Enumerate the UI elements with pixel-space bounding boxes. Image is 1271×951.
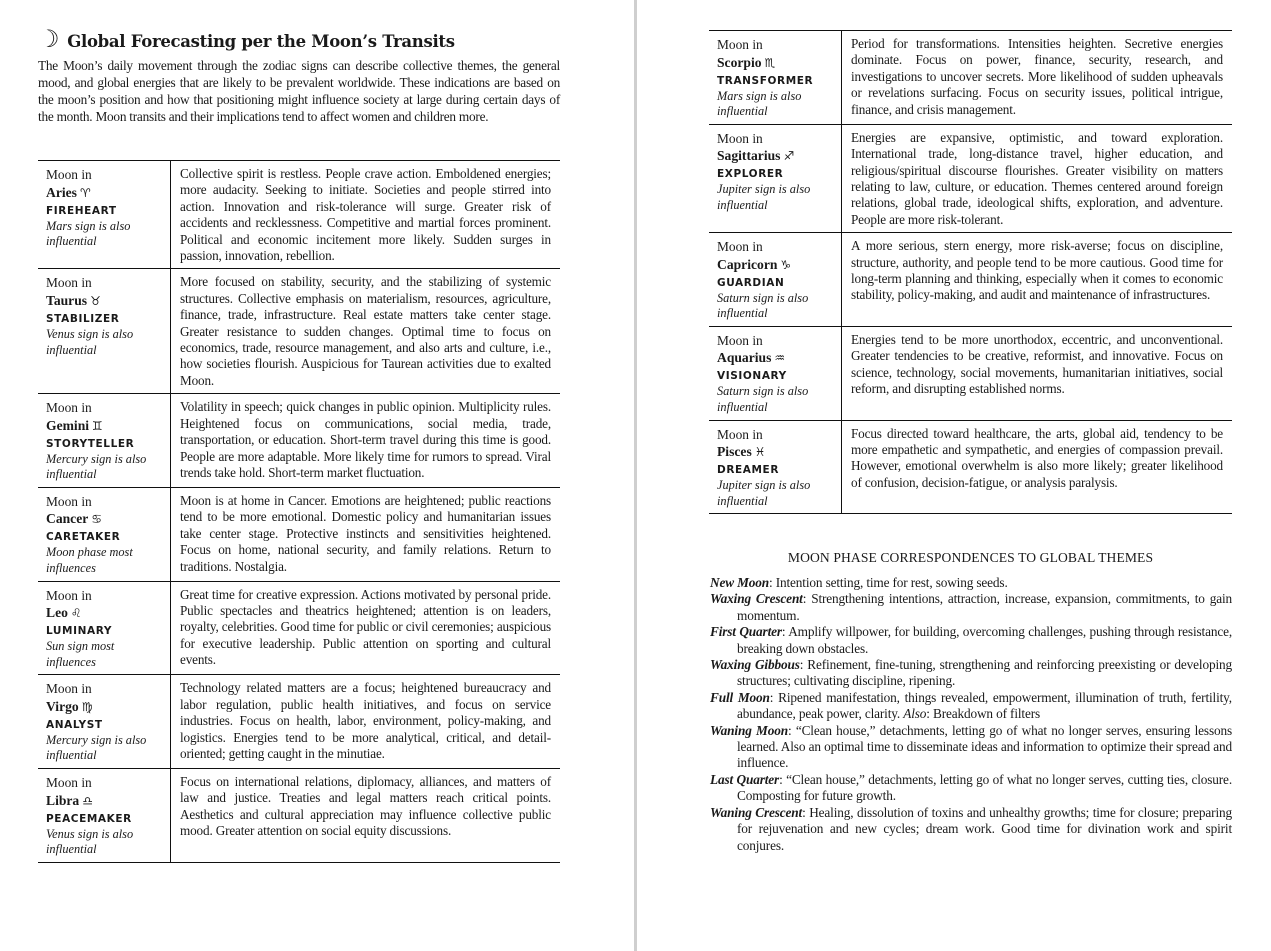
leo-icon: ♌	[70, 606, 82, 621]
phase-item-first-quarter	[710, 624, 1232, 657]
sagittarius-icon: ♐	[783, 149, 795, 164]
archetype-label: STORYTELLER	[46, 437, 135, 450]
moon-in-label: Moon in	[717, 130, 763, 146]
ruler-note: Mercury sign is also influential	[46, 732, 147, 763]
sign-row-taurus	[38, 269, 560, 394]
moon-in-label: Moon in	[717, 239, 763, 255]
sign-label-cell	[38, 269, 171, 394]
phase-also-text: : Breakdown of filters	[926, 706, 1041, 722]
sign-label-cell	[38, 581, 171, 675]
sign-description: Moon is at home in Cancer. Emotions are heightened; public reactions tend to be more emotional. Domestic policy and humanitarian issues take center stage. Protective instincts and sensitivities heightened. Focus on home, national security, and family relations. Return to traditions. Nostalgia.	[171, 487, 561, 581]
sign-label-cell	[709, 31, 842, 125]
sign-label-cell	[709, 124, 842, 232]
archetype-label: STABILIZER	[46, 312, 120, 325]
archetype-label: DREAMER	[717, 464, 780, 476]
sign-name	[46, 604, 166, 622]
sign-row-virgo	[38, 675, 560, 769]
aquarius-icon: ♒	[774, 351, 786, 366]
sign-description: Period for transformations. Intensities heighten. Secretive energies dominate. Focus on power, finance, security, research, and investigations to uncover secrets. More likelihood of sudden upheavals or revelations surfacing. Focus on security issues, political intrigue, finance, and crisis management.	[842, 31, 1233, 125]
sign-label-cell	[709, 233, 842, 327]
sign-name	[717, 443, 837, 461]
sign-row-leo	[38, 581, 560, 675]
moon-in-label: Moon in	[46, 587, 92, 603]
moon-in-label: Moon in	[717, 37, 763, 52]
title-text: Global Forecasting per the Moon’s Transits	[67, 31, 455, 51]
moon-in-label: Moon in	[717, 426, 763, 442]
sign-description: Collective spirit is restless. People crave action. Emboldened energies; more audacity. Seeking to initiate. Societies and people stirred into action. Innovation and risk-tolerance will surge. Greater risk of accidents and recklessness. Competitive and martial forces prominent. Political and economic incitement more likely. Sudden surges in passion, innovation, rebellion.	[171, 161, 561, 269]
phase-text: : Amplify willpower, for building, overcoming challenges, pushing through resistance, breaking down obstacles.	[737, 624, 1232, 656]
phase-text: : Strengthening intentions, attraction, increase, expansion, commitments, to gain momentum.	[737, 591, 1232, 623]
cancer-icon: ♋	[91, 512, 103, 527]
ruler-note: Mars sign is also influential	[717, 88, 802, 119]
archetype-label: TRANSFORMER	[717, 74, 814, 87]
sign-name-text: Virgo	[46, 698, 79, 714]
sign-name-text: Gemini	[46, 417, 90, 433]
sign-label-cell	[38, 675, 171, 769]
sign-name	[46, 698, 166, 716]
phase-text: : Healing, dissolution of toxins and unhealthy growths; time for closure; preparing for rejuvenation and new cycles; dream work. Good time for divination work and spirit conjures.	[737, 804, 1232, 853]
moon-in-label: Moon in	[717, 332, 763, 348]
phase-name: First Quarter	[710, 624, 782, 640]
sign-name-text: Sagittarius	[717, 148, 781, 164]
capricorn-icon: ♑	[780, 257, 792, 272]
sign-description: Great time for creative expression. Actions motivated by personal pride. Public spectacles and theatrics heightened; attention is on leaders, royalty, celebrities. Good time for public or civil ceremonies; auspicious for executive leadership. Public attention on sporting and cultural events.	[171, 581, 561, 675]
sign-name	[46, 792, 166, 810]
sign-description: Focus directed toward healthcare, the arts, global aid, tendency to be more empathetic and sympathetic, and energies of compassion prevail. However, emotional overwhelm is also more likely; greater likelihood of confusion, decision-fatigue, or analysis paralysis.	[842, 420, 1233, 514]
moon-in-label: Moon in	[46, 681, 92, 697]
sign-name	[46, 510, 166, 528]
sign-label-cell	[38, 394, 171, 488]
sign-row-cancer	[38, 487, 560, 581]
archetype-label: ANALYST	[46, 718, 103, 731]
phase-text: : “Clean house,” detachments, letting go of what no longer serves, cutting ties, closure. Composting for future growth.	[737, 771, 1232, 804]
sign-label-cell	[38, 161, 171, 269]
phase-item-waning-moon	[710, 723, 1232, 772]
sign-row-capricorn	[709, 233, 1232, 327]
sign-description: Technology related matters are a focus; heightened bureaucracy and labor regulation, public health initiatives, and focus on service industries. Focus on health, labor, environment, policy-making, and logistics. Energies tend to be more analytical, critical, and detail-oriented; getting caught in the minutiae.	[171, 675, 561, 769]
archetype-label: VISIONARY	[717, 370, 787, 383]
ruler-note: Mercury sign is also influential	[46, 451, 147, 482]
sign-row-gemini	[38, 394, 560, 488]
sign-description: A more serious, stern energy, more risk-averse; focus on discipline, structure, authority, and people tend to be more cautious. Good time for long-term planning and thinking, especially when it comes to economic stability, policy-making, and audit and maintenance of infrastructures.	[842, 233, 1233, 327]
phase-name: Waxing Crescent	[710, 591, 803, 607]
sign-label-cell	[709, 420, 842, 514]
ruler-note: Moon phase most influences	[46, 545, 133, 576]
sign-name	[46, 417, 166, 435]
phase-text: : “Clean house,” detachments, letting go of what no longer serves, ensuring lessons learned. Also an optimal time to disseminate ideas and information to optimize their spread and influence.	[737, 722, 1232, 771]
moon-in-label: Moon in	[46, 167, 92, 182]
archetype-label: CARETAKER	[46, 531, 121, 544]
phase-item-waxing-crescent	[710, 591, 1232, 624]
sign-name-text: Aries	[46, 184, 77, 200]
sign-name	[717, 54, 837, 72]
pisces-icon: ♓	[754, 445, 766, 459]
sign-label-cell	[709, 326, 842, 420]
sign-description: More focused on stability, security, and the stabilizing of systemic structures. Collective emphasis on materialism, resources, agriculture, finance, trade, infrastructure. Real estate matters take center stage. Greater resistance to sudden changes. Optimal time to focus on economics, trade, resource management, and also arts and culture, i.e., how societies flourish. Auspicious for Taurean activities due to exalted Moon.	[171, 269, 561, 394]
ruler-note: Venus sign is also influential	[46, 826, 134, 857]
archetype-label: PEACEMAKER	[46, 812, 132, 825]
sign-name	[717, 147, 837, 165]
archetype-label: FIREHEART	[46, 204, 117, 217]
sign-row-pisces	[709, 420, 1232, 514]
sign-name-text: Taurus	[46, 292, 88, 308]
ruler-note: Jupiter sign is also influential	[717, 478, 811, 508]
aries-icon: ♈	[79, 185, 91, 200]
libra-icon: ♎	[82, 793, 93, 808]
sign-row-libra	[38, 769, 560, 863]
sign-description: Volatility in speech; quick changes in public opinion. Multiplicity rules. Heightened focus on communications, social media, trade, transportation, or education. Short-term travel during this time is good. People are more adaptable. More likely time for rumors to spread. Viral trends take hold. Short-term market fluctuation.	[171, 394, 561, 488]
phase-item-new-moon	[710, 575, 1232, 591]
signs-table-right	[709, 30, 1232, 514]
archetype-label: EXPLORER	[717, 168, 784, 181]
phase-name: Last Quarter	[710, 771, 780, 787]
sign-label-cell	[38, 487, 171, 581]
phase-text: : Intention setting, time for rest, sowing seeds.	[769, 575, 1008, 590]
sign-row-sagittarius	[709, 124, 1232, 232]
ruler-note: Mars sign is also influential	[46, 218, 131, 249]
taurus-icon: ♉	[90, 293, 101, 308]
phase-name: Full Moon	[710, 689, 770, 705]
sign-label-cell	[38, 769, 171, 863]
sign-name-text: Leo	[46, 605, 68, 621]
crescent-moon-icon: ☽	[38, 25, 60, 53]
signs-table-left	[38, 160, 560, 863]
sign-name	[46, 292, 166, 310]
phase-also-label: Also	[903, 706, 927, 722]
ruler-note: Saturn sign is also influential	[717, 384, 809, 414]
sign-name-text: Libra	[46, 792, 80, 808]
intro-paragraph: The Moon’s daily movement through the zodiac signs can describe collective themes, the general mood, and global energies that are likely to be prevalent worldwide. These indications are based on the moon’s position and how that positioning might influence society at large during certain days of the month. Moon transits and their implications tend to affect women and children more.	[38, 58, 560, 124]
ruler-note: Venus sign is also influential	[46, 326, 134, 357]
phase-name: New Moon	[710, 575, 770, 590]
gemini-icon: ♊	[92, 418, 103, 433]
sign-name-text: Pisces	[717, 444, 752, 459]
sign-name-text: Scorpio	[717, 54, 762, 70]
phases-list	[710, 575, 1232, 854]
phase-text: : Ripened manifestation, things revealed, empowerment, illumination of truth, fertility, abundance, peak power, clarity.	[737, 689, 1232, 722]
sign-row-aries	[38, 161, 560, 269]
virgo-icon: ♍	[81, 699, 93, 714]
phase-name: Waxing Gibbous	[710, 657, 800, 673]
phase-text: : Refinement, fine-tuning, strengthening and reinforcing preexisting or developing structures; cultivating discipline, ripening.	[737, 657, 1232, 689]
sign-name	[717, 349, 837, 367]
page-title	[38, 25, 560, 53]
sign-name	[717, 256, 837, 274]
phase-item-last-quarter	[710, 772, 1232, 805]
archetype-label: LUMINARY	[46, 625, 113, 638]
sign-row-scorpio	[709, 31, 1232, 125]
sign-name-text: Aquarius	[717, 350, 772, 366]
page-left	[0, 0, 634, 951]
phase-item-waning-crescent	[710, 805, 1232, 854]
phase-name: Waning Crescent	[710, 804, 803, 820]
ruler-note: Saturn sign is also influential	[717, 290, 809, 321]
sign-description: Focus on international relations, diplomacy, alliances, and matters of law and justice. Treaties and legal matters reach critical points. Aesthetics and cultural appreciation may influence collective public mood. Greater attention on social equity discussions.	[171, 769, 561, 863]
moon-in-label: Moon in	[46, 775, 92, 791]
sign-name	[46, 184, 166, 202]
sign-row-aquarius	[709, 326, 1232, 420]
phases-heading: MOON PHASE CORRESPONDENCES TO GLOBAL THEMES	[787, 550, 1154, 565]
ruler-note: Jupiter sign is also influential	[717, 182, 811, 212]
moon-in-label: Moon in	[46, 275, 92, 291]
moon-in-label: Moon in	[46, 493, 92, 509]
scorpio-icon: ♏	[764, 55, 776, 70]
phase-name: Waning Moon	[710, 722, 788, 738]
sign-name-text: Cancer	[46, 511, 89, 527]
phase-item-full-moon	[710, 690, 1232, 723]
sign-description: Energies tend to be more unorthodox, eccentric, and unconventional. Greater tendencies to be creative, reformist, and innovative. Focus on science, technology, social movements, humanitarian initiatives, social reform, and disrupting established norms.	[842, 326, 1233, 420]
archetype-label: GUARDIAN	[717, 276, 785, 289]
ruler-note: Sun sign most influences	[46, 639, 115, 669]
phase-item-waxing-gibbous	[710, 657, 1232, 690]
moon-in-label: Moon in	[46, 400, 92, 416]
sign-name-text: Capricorn	[717, 256, 778, 272]
sign-description: Energies are expansive, optimistic, and toward exploration. International trade, long-distance travel, higher education, and religious/spiritual discourse flourishes. Greater visibility on matters relating to law, culture, or education. Themes centered around foreign relations, global trade, ideological shifts, exploration, and adventure. People are more risk-tolerant.	[842, 124, 1233, 232]
